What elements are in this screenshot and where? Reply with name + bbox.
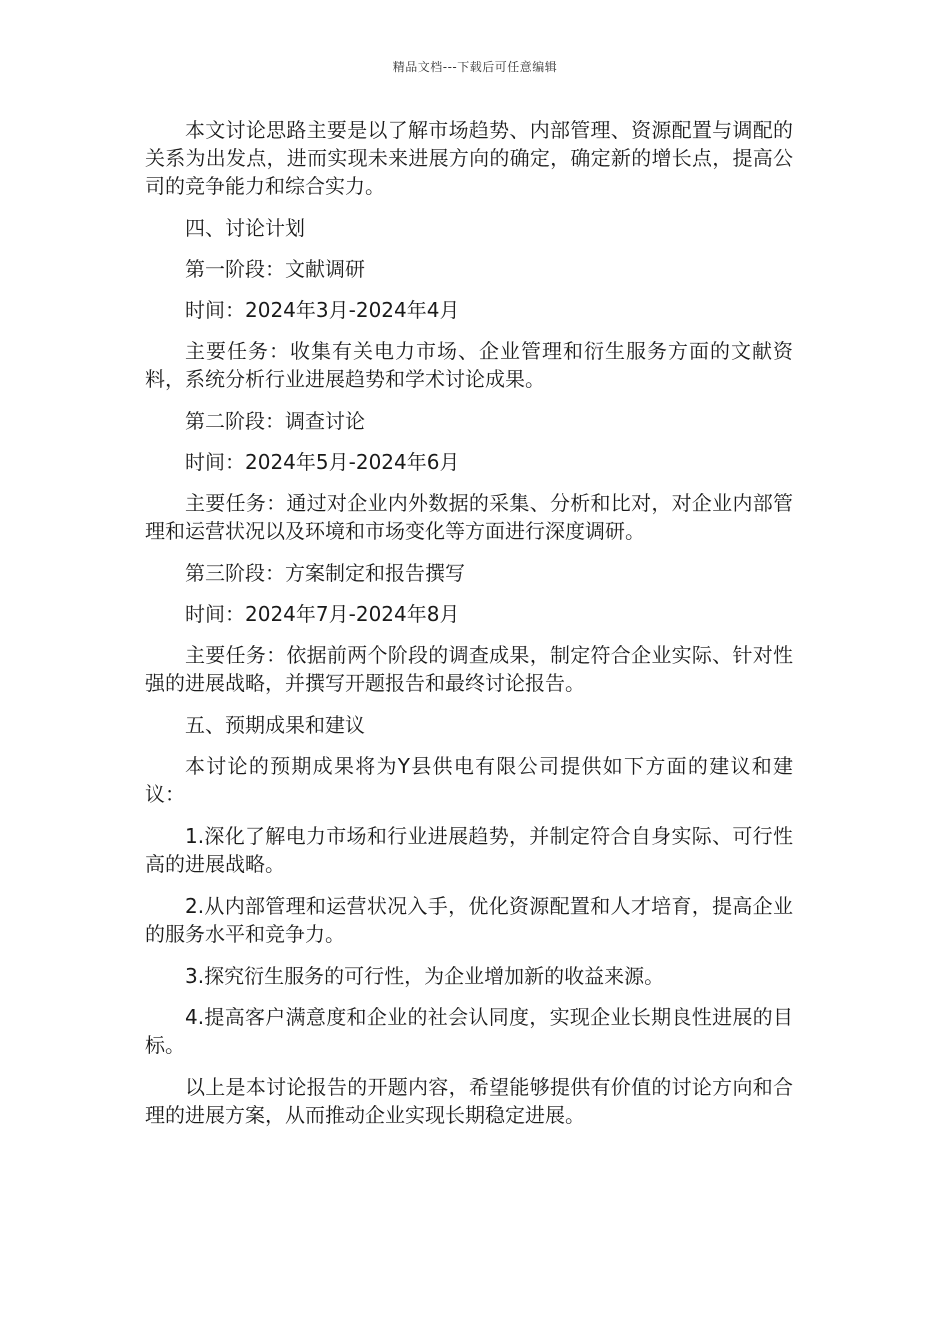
phase-one-title: 第一阶段：文献调研 [185,257,365,281]
list-item-1: 1.深化了解电力市场和行业进展趋势，并制定符合自身实际、可行性高的进展战略。 [145,824,793,876]
phase-one-task: 主要任务：收集有关电力市场、企业管理和衍生服务方面的文献资料，系统分析行业进展趋势和学术讨论成果。 [145,339,793,391]
document-body [145,116,793,1143]
phase-three-time: 时间：2024年7月-2024年8月 [185,602,460,626]
list-item-3: 3.探究衍生服务的可行性，为企业增加新的收益来源。 [185,964,665,988]
phase-three-task: 主要任务：依据前两个阶段的调查成果，制定符合企业实际、针对性强的进展战略，并撰写开题报告和最终讨论报告。 [145,643,793,695]
phase-two-time: 时间：2024年5月-2024年6月 [185,450,460,474]
phase-two-task: 主要任务：通过对企业内外数据的采集、分析和比对，对企业内部管理和运营状况以及环境和市场变化等方面进行深度调研。 [145,491,793,543]
section-heading-results: 五、预期成果和建议 [185,713,365,737]
list-item-2: 2.从内部管理和运营状况入手，优化资源配置和人才培育，提高企业的服务水平和竞争力。 [145,894,793,946]
paragraph-expected-results: 本讨论的预期成果将为Y县供电有限公司提供如下方面的建议和建议： [145,754,793,806]
phase-three-title: 第三阶段：方案制定和报告撰写 [185,561,465,585]
page-header: 精品文档---下载后可任意编辑 [392,60,558,74]
paragraph-conclusion: 以上是本讨论报告的开题内容，希望能够提供有价值的讨论方向和合理的进展方案，从而推动企业实现长期稳定进展。 [145,1075,793,1127]
list-item-4: 4.提高客户满意度和企业的社会认同度，实现企业长期良性进展的目标。 [145,1005,793,1057]
paragraph-research-approach: 本文讨论思路主要是以了解市场趋势、内部管理、资源配置与调配的关系为出发点，进而实现未来进展方向的确定，确定新的增长点，提高公司的竞争能力和综合实力。 [145,118,793,198]
section-heading-plan: 四、讨论计划 [185,216,305,240]
phase-two-title: 第二阶段：调查讨论 [185,409,365,433]
phase-one-time: 时间：2024年3月-2024年4月 [185,298,460,322]
